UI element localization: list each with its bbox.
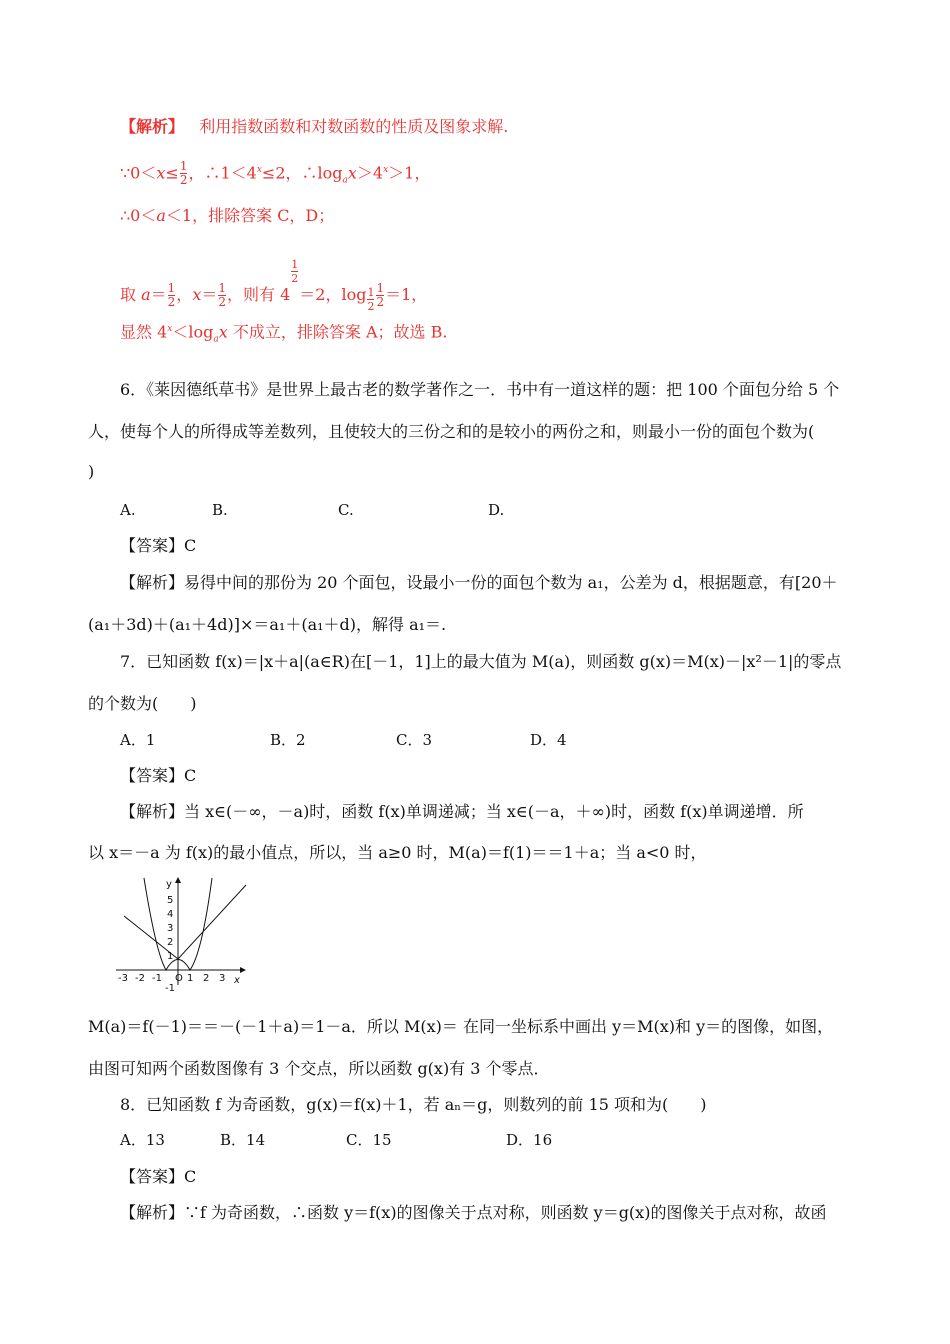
q8-option-b: B．14 bbox=[220, 1131, 266, 1149]
text-run: x bbox=[156, 163, 166, 183]
log-base-fraction bbox=[367, 286, 374, 313]
q6-option-d: D. bbox=[488, 501, 505, 519]
superscript: x bbox=[256, 165, 262, 175]
q8-answer: 【答案】C bbox=[120, 1167, 197, 1186]
q7-option-a: A．1 bbox=[120, 731, 156, 749]
analysis5-label: 【解析】 bbox=[120, 117, 185, 136]
origin-label: O bbox=[175, 973, 183, 984]
text-run: ，则有 4 bbox=[227, 285, 291, 304]
analysis5-intro-line bbox=[120, 117, 508, 137]
fraction-numerator: 1 bbox=[291, 258, 299, 271]
x-tick-label: -1 bbox=[152, 973, 162, 984]
y-tick-label: 5 bbox=[167, 895, 174, 906]
q8-analysis-line1: 【解析】∵f 为奇函数，∴函数 y＝f(x)的图像关于点对称，则函数 y＝g(x)的图像关于点对称，故函 bbox=[120, 1203, 827, 1222]
q7-option-b: B．2 bbox=[270, 731, 306, 749]
subscript: a bbox=[342, 175, 348, 186]
line-M-of-x bbox=[124, 885, 246, 959]
fraction-numerator: 1 bbox=[367, 286, 375, 299]
fraction-one-half bbox=[376, 282, 384, 309]
fraction-numerator: 1 bbox=[376, 281, 385, 295]
q6-option-a: A. bbox=[120, 501, 136, 519]
superscript: x bbox=[167, 324, 173, 334]
text-run: ∴0＜ bbox=[120, 206, 157, 225]
text-run: x bbox=[218, 322, 228, 342]
text-run: ＝1， bbox=[385, 285, 428, 304]
text-run: 显然 4 bbox=[120, 322, 168, 342]
text-run: 取 bbox=[120, 285, 142, 304]
text-run: ＜1，排除答案 C，D； bbox=[165, 206, 335, 225]
fraction-denominator: 2 bbox=[179, 173, 188, 188]
q6-analysis-line2: (a₁＋3d)＋(a₁＋4d)]×＝a₁＋(a₁＋d)，解得 a₁＝. bbox=[88, 615, 447, 634]
text-run: ， bbox=[176, 285, 193, 304]
text-run: x bbox=[347, 163, 357, 183]
fraction-one-half bbox=[218, 282, 226, 309]
y-axis-arrow-icon bbox=[175, 877, 181, 883]
q8-option-a: A．13 bbox=[120, 1131, 165, 1149]
text-run: ，∴1＜4 bbox=[188, 163, 257, 183]
text-run: a bbox=[141, 285, 151, 304]
x-tick-label: -2 bbox=[135, 973, 145, 984]
analysis5-line3 bbox=[120, 258, 427, 313]
x-tick-label: -3 bbox=[118, 973, 128, 984]
y-tick-label: 2 bbox=[167, 937, 174, 948]
fraction-numerator: 1 bbox=[167, 281, 176, 295]
q6-stem-line2: 人，使每个人的所得成等差数列，且使较大的三份之和的是较小的两份之和，则最小一份的面包个数为( bbox=[88, 422, 815, 441]
y-axis-label: y bbox=[166, 879, 172, 890]
analysis5-line4 bbox=[120, 319, 447, 350]
analysis5-intro: 利用指数函数和对数函数的性质及图象求解. bbox=[199, 117, 509, 136]
fraction-denominator: 2 bbox=[367, 300, 375, 313]
fraction-numerator: 1 bbox=[218, 281, 226, 295]
x-axis-arrow-icon bbox=[240, 967, 246, 973]
fraction-denominator: 2 bbox=[218, 295, 226, 309]
text-run: ≤2，∴log bbox=[261, 163, 343, 183]
q7-answer: 【答案】C bbox=[120, 766, 197, 785]
fraction-one-half bbox=[180, 160, 188, 187]
fraction-denominator: 2 bbox=[167, 295, 176, 309]
text-run: a bbox=[156, 206, 166, 225]
q7-analysis-line2: 以 x＝－a 为 f(x)的最小值点，所以，当 a≥0 时，M(a)＝f(1)＝＝1＋a；当 a<0 时， bbox=[88, 843, 707, 862]
text-run: ≤ bbox=[165, 163, 179, 183]
text-run: x bbox=[192, 285, 202, 304]
text-run: ＞1， bbox=[388, 163, 431, 183]
x-tick-label: 2 bbox=[203, 973, 210, 984]
q8-option-c: C．15 bbox=[346, 1131, 392, 1149]
q6-stem-line1: 6．《莱因德纸草书》是世界上最古老的数学著作之一．书中有一道这样的题：把 100 个面包分给 5 个 bbox=[120, 380, 840, 399]
superscript: x bbox=[383, 165, 389, 175]
fraction-one-half bbox=[168, 282, 176, 309]
q7-stem-line1: 7．已知函数 f(x)＝|x＋a|(a∈R)在[－1，1]上的最大值为 M(a)，则函数 g(x)＝M(x)－|x²－1|的零点 bbox=[120, 652, 842, 671]
q6-stem-line3: ) bbox=[88, 462, 95, 481]
q7-after-graph-line2: 由图可知两个函数图像有 3 个交点，所以函数 g(x)有 3 个零点． bbox=[88, 1059, 550, 1078]
fraction-numerator: 1 bbox=[179, 159, 188, 174]
q7-function-graph bbox=[114, 873, 254, 993]
x-tick-label: 3 bbox=[219, 973, 226, 984]
q6-option-b: B. bbox=[212, 501, 228, 519]
x-tick-label: 1 bbox=[187, 973, 194, 984]
q6-analysis-line1: 【解析】易得中间的那份为 20 个面包，设最小一份的面包个数为 a₁，公差为 d，根据题意，有[20＋ bbox=[120, 573, 838, 592]
q7-option-c: C．3 bbox=[396, 731, 433, 749]
text-run: ＝ bbox=[150, 285, 167, 304]
text-run: ＜log bbox=[172, 322, 214, 342]
fraction-denominator: 2 bbox=[291, 272, 299, 285]
fraction-denominator: 2 bbox=[376, 295, 385, 309]
q7-after-graph-line1: M(a)＝f(－1)＝＝－(－1＋a)＝1－a．所以 M(x)＝ 在同一坐标系中画出 y＝M(x)和 y＝的图像，如图， bbox=[88, 1017, 834, 1036]
y-tick-label: 1 bbox=[167, 951, 174, 962]
analysis5-line1 bbox=[120, 160, 430, 191]
q8-stem-line1: 8．已知函数 f 为奇函数，g(x)＝f(x)＋1，若 aₙ＝g，则数列的前 15 项和为( ) bbox=[120, 1095, 707, 1114]
text-run: ＝2，log bbox=[299, 285, 367, 304]
q7-option-d: D．4 bbox=[530, 731, 567, 749]
q8-option-d: D．16 bbox=[506, 1131, 553, 1149]
q6-option-c: C. bbox=[338, 501, 354, 519]
subscript: a bbox=[213, 334, 219, 345]
q7-stem-line2: 的个数为( ) bbox=[88, 694, 197, 713]
text-run: 不成立，排除答案 A；故选 B. bbox=[227, 322, 448, 342]
q7-analysis-line1: 【解析】当 x∈(－∞，－a)时，函数 f(x)单调递减；当 x∈(－a，＋∞)时，函数 f(x)单调递增．所 bbox=[120, 802, 804, 821]
exponent-fraction bbox=[291, 258, 298, 285]
y-tick-label: -1 bbox=[165, 983, 175, 993]
text-run: ＞4 bbox=[356, 163, 384, 183]
y-tick-label: 3 bbox=[167, 923, 174, 934]
q6-answer: 【答案】C bbox=[120, 536, 197, 555]
text-run: ＝ bbox=[201, 285, 218, 304]
text-run: ∵0＜ bbox=[120, 163, 157, 183]
analysis5-line2 bbox=[120, 206, 334, 226]
x-axis-label: x bbox=[234, 975, 240, 986]
y-tick-label: 4 bbox=[167, 909, 174, 920]
